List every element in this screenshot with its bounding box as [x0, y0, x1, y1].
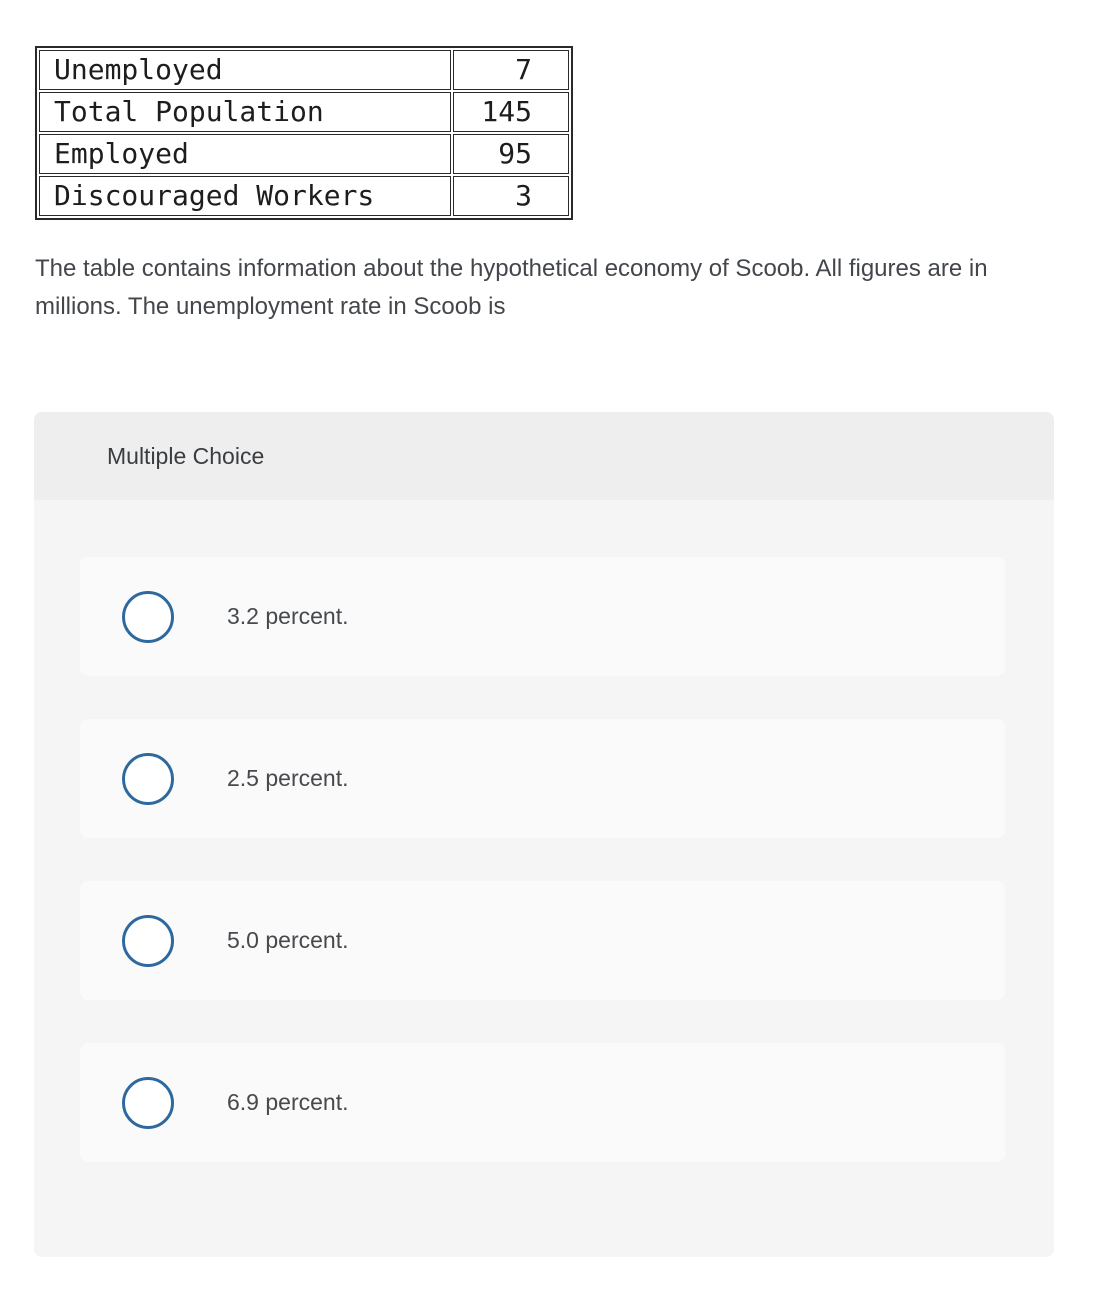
choice-option[interactable]: [80, 881, 1005, 1000]
economy-table: [35, 46, 573, 220]
radio-button-icon[interactable]: [122, 591, 174, 643]
question-text: The table contains information about the hypothetical economy of Scoob. All figures are in millions. The unemployment rate in Scoob is: [35, 255, 988, 320]
table-label-cell: Employed: [39, 134, 451, 174]
radio-button-icon[interactable]: [122, 1077, 174, 1129]
choice-option[interactable]: [80, 557, 1005, 676]
radio-button-icon[interactable]: [122, 753, 174, 805]
choice-option[interactable]: [80, 1043, 1005, 1162]
choice-label: 2.5 percent.: [227, 765, 349, 791]
table-label-cell: Total Population: [39, 92, 451, 132]
table-value-cell: 7: [453, 50, 569, 90]
multiple-choice-card: [34, 412, 1054, 1257]
question-type-label: Multiple Choice: [107, 442, 265, 469]
choice-label: 6.9 percent.: [227, 1089, 349, 1115]
choice-label: 3.2 percent.: [227, 603, 349, 629]
choice-option[interactable]: [80, 719, 1005, 838]
card-header: [34, 412, 1054, 500]
radio-button-icon[interactable]: [122, 915, 174, 967]
table-value-cell: 95: [453, 134, 569, 174]
table-row: [39, 92, 569, 132]
table-row: [39, 50, 569, 90]
choice-label: 5.0 percent.: [227, 927, 349, 953]
table-label-cell: Discouraged Workers: [39, 176, 451, 216]
table-row: [39, 176, 569, 216]
table-value-cell: 145: [453, 92, 569, 132]
table-label-cell: Unemployed: [39, 50, 451, 90]
table-value-cell: 3: [453, 176, 569, 216]
table-row: [39, 134, 569, 174]
choice-list: [34, 500, 1054, 1162]
